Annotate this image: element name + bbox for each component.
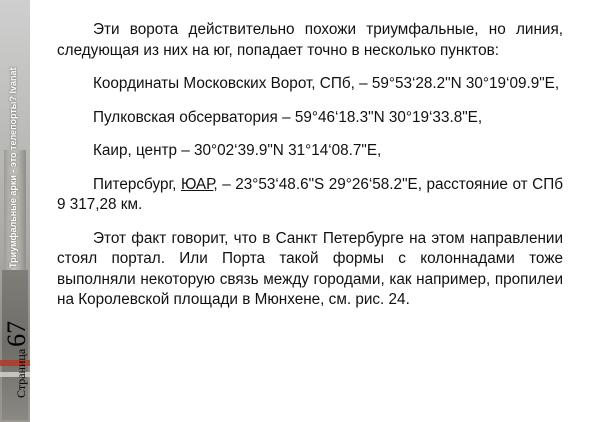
- vertical-title: Триумфальные арки - это телепорты? Ivanat: [8, 67, 18, 268]
- paragraph: [57, 175, 563, 216]
- paragraph: Пулковская обсерватория – 59°46‘18.3"N 30°19‘33.8"E,: [93, 108, 483, 126]
- page-number: 67: [2, 320, 31, 347]
- paragraph: Координаты Московских Ворот, СПб, – 59°53‘28.2"N 30°19‘09.9"E,: [93, 75, 560, 92]
- page-word: Страница: [14, 348, 28, 398]
- text-span: Питерсбург,: [93, 175, 181, 193]
- paragraph: Каир, центр – 30°02‘39.9"N 31°14‘08.7"E,: [93, 142, 382, 159]
- text-span: , – 23°53‘48.6"S 29°26‘58.2"E, расстояние от СПб 9 317,28 км.: [57, 175, 563, 213]
- document-body: [57, 20, 563, 324]
- paragraph: Этот факт говорит, что в Санкт Петербурге на этом направлении стоял портал. Или Порта такой формы с колоннадами тоже выполняли некоторую связь между городами, как например, пропилеи на Королевской площади в Мюнхене, см. рис. 24.: [57, 229, 563, 308]
- link-south-africa[interactable]: ЮАР: [180, 175, 214, 193]
- paragraph: Эти ворота действительно похожи триумфальные, но линия, следующая из них на юг, попадает точно в несколько пунктов:: [57, 21, 563, 59]
- page-number-label: [2, 321, 32, 398]
